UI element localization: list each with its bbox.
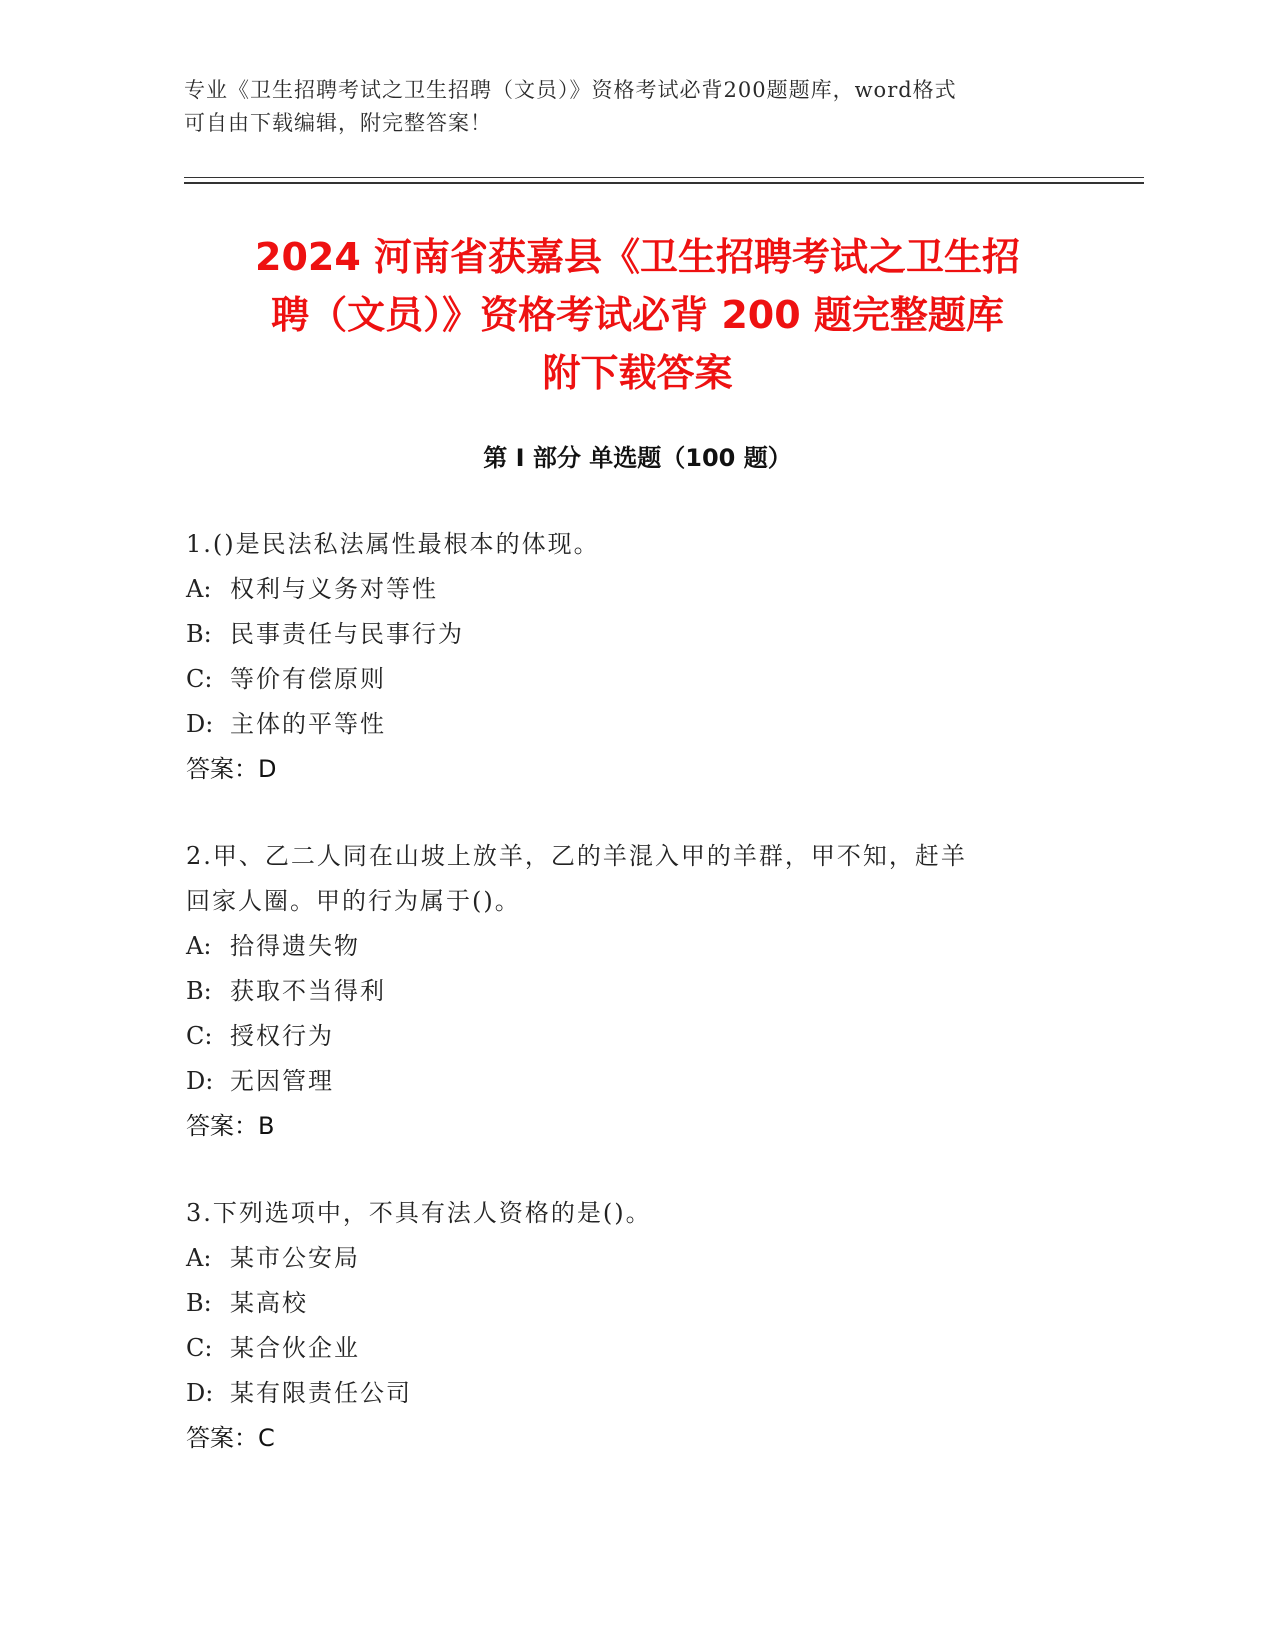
option-key: D: [186,1379,214,1407]
option-text: 无因管理 [230,1067,334,1095]
question-item [186,1191,1066,1461]
option-b [186,969,1066,1014]
question-list [186,522,1066,1503]
option-c [186,1326,1066,1371]
answer-line: 答案：B [186,1112,275,1140]
option-c [186,1014,1066,1059]
question-stem: 1.()是民法私法属性最根本的体现。 [186,530,600,558]
header-line-1: 专业《卫生招聘考试之卫生招聘（文员）》资格考试必背200题题库，word格式 [184,78,957,102]
option-text: 民事责任与民事行为 [230,620,464,648]
question-item [186,522,1066,792]
title-line-3: 附下载答案 [542,351,733,395]
option-text: 等价有偿原则 [230,665,386,693]
title-line-1: 2024 河南省获嘉县《卫生招聘考试之卫生招 [255,235,1020,279]
option-a [186,567,1066,612]
header-rule-thick [184,182,1144,184]
section-heading: 第 I 部分 单选题（100 题） [483,444,792,472]
option-key: C: [186,1022,213,1050]
question-item [186,834,1066,1149]
option-d [186,1059,1066,1104]
header-rule-thin [184,177,1144,178]
option-key: A: [186,1244,212,1272]
option-key: B: [186,977,212,1005]
title-line-2: 聘（文员）》资格考试必背 200 题完整题库 [271,293,1004,337]
option-key: D: [186,710,214,738]
header-line-2: 可自由下载编辑，附完整答案！ [184,111,492,135]
option-key: B: [186,620,212,648]
option-key: D: [186,1067,214,1095]
option-text: 拾得遗失物 [230,932,360,960]
option-key: A: [186,932,212,960]
option-text: 某有限责任公司 [230,1379,412,1407]
option-c [186,657,1066,702]
option-key: C: [186,665,213,693]
option-a [186,924,1066,969]
answer-line: 答案：D [186,755,277,783]
option-key: A: [186,575,212,603]
option-b [186,612,1066,657]
option-key: B: [186,1289,212,1317]
answer-line: 答案：C [186,1424,275,1452]
option-text: 授权行为 [230,1022,334,1050]
option-text: 权利与义务对等性 [230,575,438,603]
option-d [186,1371,1066,1416]
option-text: 主体的平等性 [230,710,386,738]
option-key: C: [186,1334,213,1362]
option-b [186,1281,1066,1326]
option-text: 获取不当得利 [230,977,386,1005]
option-d [186,702,1066,747]
question-stem: 3.下列选项中，不具有法人资格的是()。 [186,1199,652,1227]
question-stem-continued: 回家人圈。甲的行为属于()。 [186,887,521,915]
document-title [150,228,1125,402]
question-stem: 2.甲、乙二人同在山坡上放羊，乙的羊混入甲的羊群，甲不知，赶羊 [186,842,967,870]
option-text: 某高校 [230,1289,308,1317]
option-text: 某市公安局 [230,1244,360,1272]
option-a [186,1236,1066,1281]
option-text: 某合伙企业 [230,1334,360,1362]
document-header [184,74,1074,140]
